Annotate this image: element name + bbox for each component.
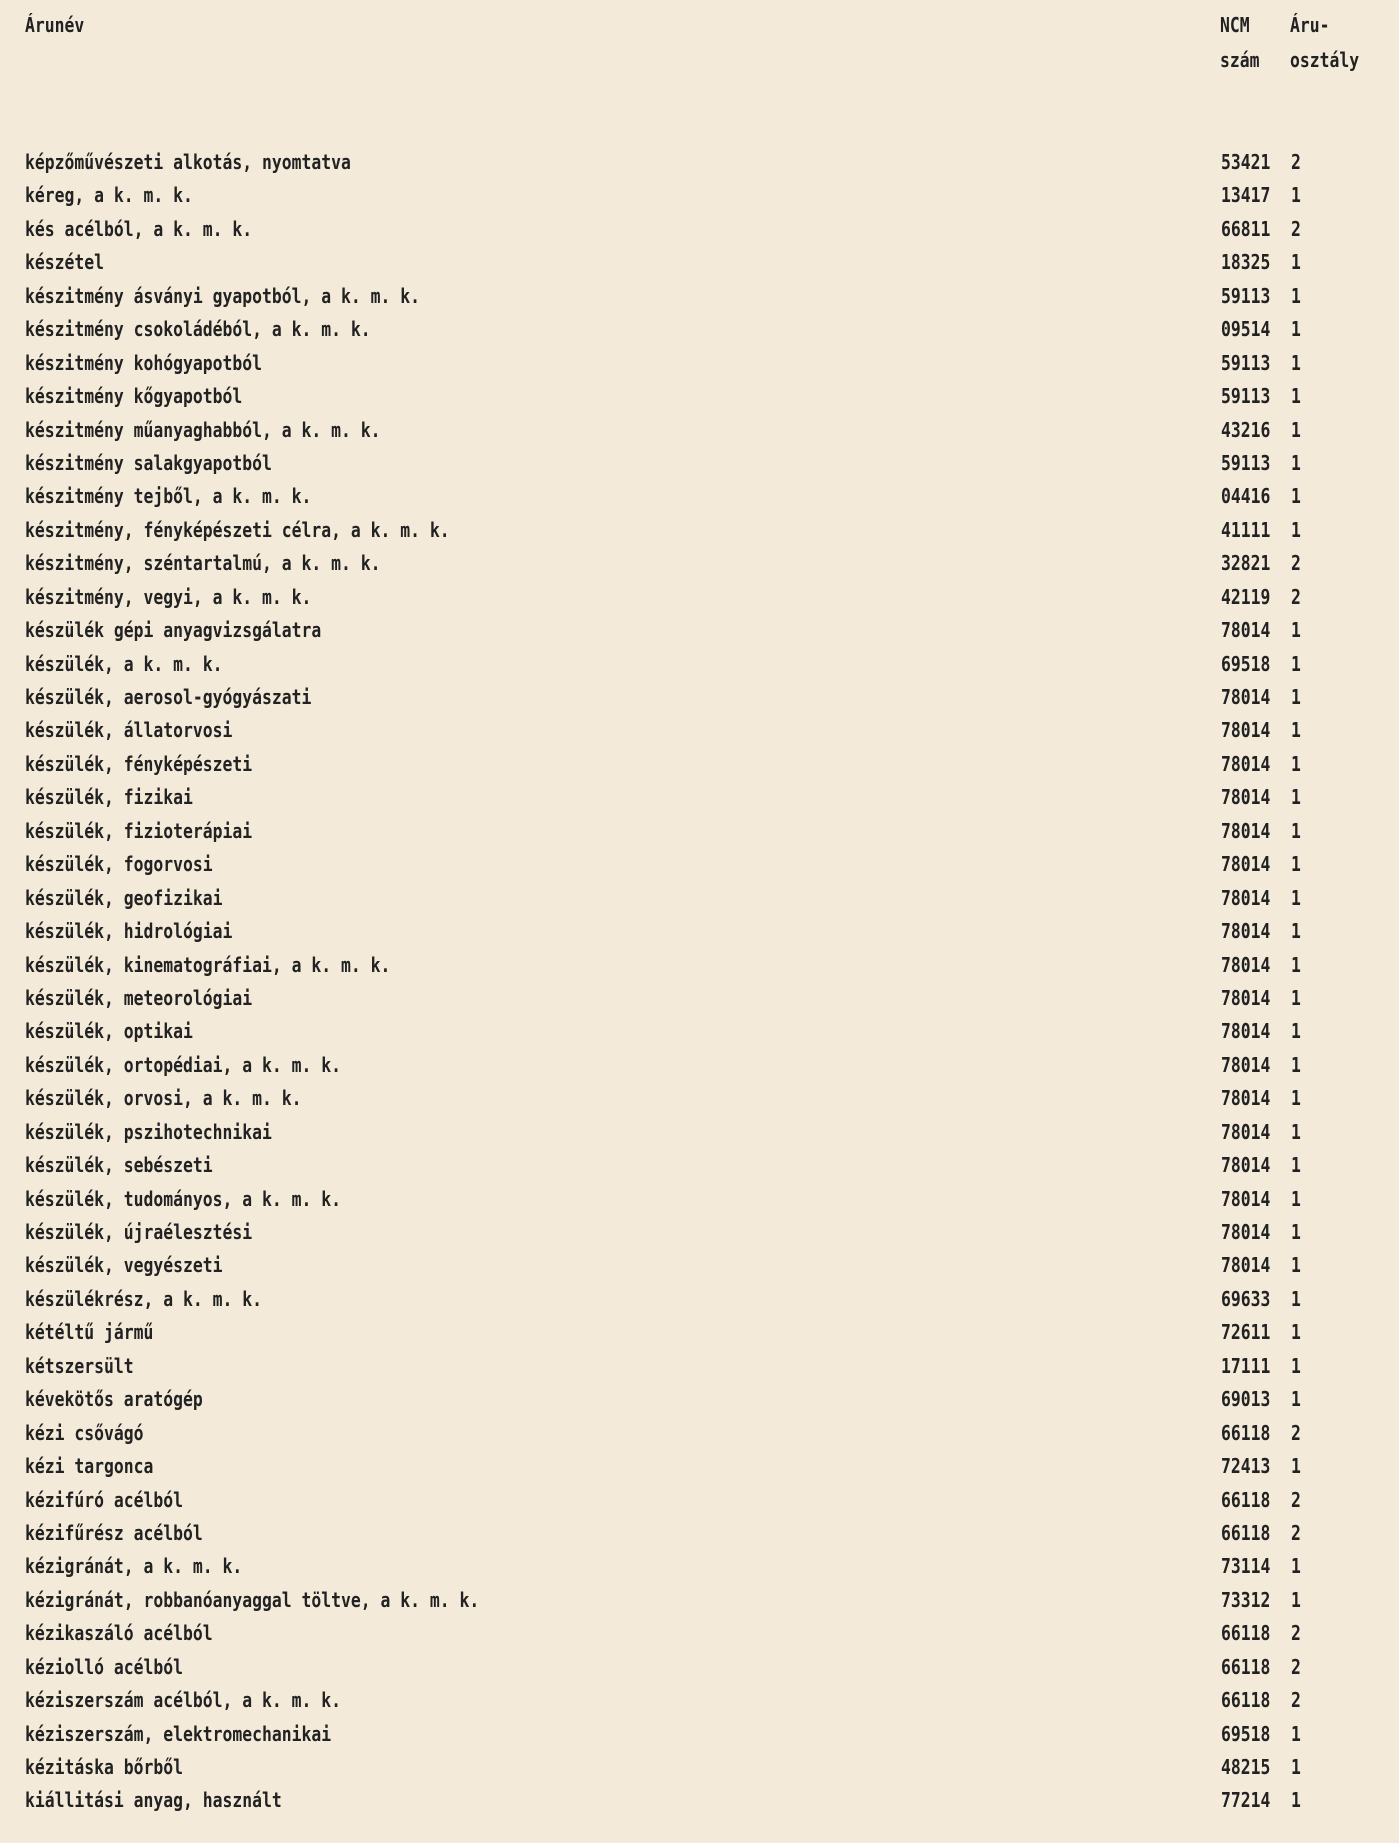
- column-header-ncm-line2: szám: [1220, 48, 1260, 72]
- product-class: 2: [1291, 1654, 1301, 1679]
- column-header-name: Árunév: [25, 13, 85, 37]
- product-class: 1: [1291, 384, 1301, 409]
- table-row: [0, 179, 1399, 212]
- table-row: [0, 1015, 1399, 1048]
- product-class: 1: [1291, 350, 1301, 375]
- product-name: készülék, állatorvosi: [25, 718, 233, 743]
- product-class: 1: [1291, 1454, 1301, 1479]
- ncm-number: 48215: [1221, 1755, 1271, 1779]
- product-class: 1: [1291, 183, 1301, 208]
- product-name: kétszersült: [25, 1353, 134, 1378]
- table-row: [0, 1316, 1399, 1349]
- ncm-number: 78014: [1221, 1153, 1271, 1178]
- product-name: készitmény, széntartalmú, a k. m. k.: [25, 551, 381, 576]
- table-row: [0, 949, 1399, 982]
- product-class: 1: [1291, 1153, 1301, 1178]
- product-class: 1: [1291, 1052, 1301, 1077]
- product-name: kézitáska bőrből: [25, 1755, 183, 1779]
- table-row: [0, 1751, 1399, 1784]
- ncm-number: 69518: [1221, 651, 1271, 676]
- table-row: [0, 1450, 1399, 1483]
- ncm-number: 78014: [1221, 1086, 1271, 1111]
- ncm-number: 59113: [1221, 283, 1271, 308]
- product-name: készülék, tudományos, a k. m. k.: [25, 1186, 341, 1211]
- ncm-number: 43216: [1221, 417, 1271, 442]
- product-class: 1: [1291, 818, 1301, 843]
- table-row: [0, 915, 1399, 948]
- product-class: 1: [1291, 517, 1301, 542]
- product-name: készitmény, vegyi, a k. m. k.: [25, 584, 312, 609]
- product-class: 1: [1291, 785, 1301, 810]
- product-class: 1: [1291, 1253, 1301, 1278]
- table-row: [0, 547, 1399, 580]
- table-row: [0, 480, 1399, 513]
- ncm-number: 41111: [1221, 517, 1271, 542]
- ncm-number: 77214: [1221, 1788, 1271, 1813]
- product-name: készitmény kőgyapotból: [25, 384, 243, 409]
- product-class: 1: [1291, 484, 1301, 509]
- ncm-number: 66811: [1221, 216, 1271, 241]
- product-class: 1: [1291, 1086, 1301, 1111]
- table-row: [0, 1784, 1399, 1817]
- product-name: kiállitási anyag, használt: [25, 1788, 282, 1813]
- product-class: 2: [1291, 150, 1301, 174]
- product-class: 1: [1291, 1587, 1301, 1612]
- product-class: 1: [1291, 952, 1301, 977]
- ncm-number: 78014: [1221, 1019, 1271, 1044]
- ncm-number: 04416: [1221, 484, 1271, 509]
- table-row: [0, 1484, 1399, 1517]
- product-class: 2: [1291, 1520, 1301, 1545]
- table-row: [0, 1383, 1399, 1416]
- table-row: [0, 1049, 1399, 1082]
- product-name: kéziszerszám, elektromechanikai: [25, 1721, 332, 1746]
- ncm-number: 66118: [1221, 1688, 1271, 1713]
- product-class: 1: [1291, 1721, 1301, 1746]
- table-row: [0, 1350, 1399, 1383]
- product-name: készitmény műanyaghabból, a k. m. k.: [25, 417, 381, 442]
- ncm-number: 78014: [1221, 1119, 1271, 1144]
- product-name: készitmény csokoládéból, a k. m. k.: [25, 317, 371, 342]
- table-row: [0, 246, 1399, 279]
- ncm-number: 53421: [1221, 150, 1271, 174]
- product-name: készitmény salakgyapotból: [25, 450, 272, 475]
- product-name: készülék, kinematográfiai, a k. m. k.: [25, 952, 391, 977]
- product-name: kéreg, a k. m. k.: [25, 183, 193, 208]
- ncm-number: 42119: [1221, 584, 1271, 609]
- table-row: [0, 714, 1399, 747]
- table-row: [0, 748, 1399, 781]
- table-row: [0, 1417, 1399, 1450]
- product-class: 1: [1291, 718, 1301, 743]
- ncm-number: 72611: [1221, 1320, 1271, 1345]
- product-class: 2: [1291, 1621, 1301, 1646]
- product-class: 2: [1291, 584, 1301, 609]
- table-row: [0, 514, 1399, 547]
- product-name: készülék, fizikai: [25, 785, 193, 810]
- product-name: készülék, meteorológiai: [25, 985, 253, 1010]
- ncm-number: 78014: [1221, 852, 1271, 877]
- product-class: 2: [1291, 1487, 1301, 1512]
- product-name: készülék, fizioterápiai: [25, 818, 253, 843]
- product-name: kéziolló acélból: [25, 1654, 183, 1679]
- ncm-number: 78014: [1221, 885, 1271, 910]
- table-row: [0, 1283, 1399, 1316]
- table-row: [0, 280, 1399, 313]
- product-name: készülék, sebészeti: [25, 1153, 213, 1178]
- ncm-number: 69518: [1221, 1721, 1271, 1746]
- table-row: [0, 414, 1399, 447]
- ncm-number: 66118: [1221, 1621, 1271, 1646]
- product-name: készülék, pszihotechnikai: [25, 1119, 272, 1144]
- ncm-number: 59113: [1221, 384, 1271, 409]
- ncm-number: 73114: [1221, 1554, 1271, 1579]
- product-class: 1: [1291, 651, 1301, 676]
- product-name: készitmény kohógyapotból: [25, 350, 262, 375]
- ncm-number: 73312: [1221, 1587, 1271, 1612]
- product-name: készülék, orvosi, a k. m. k.: [25, 1086, 302, 1111]
- product-class: 1: [1291, 1755, 1301, 1779]
- ncm-number: 69633: [1221, 1286, 1271, 1311]
- table-row: [0, 1550, 1399, 1583]
- table-row: [0, 1082, 1399, 1115]
- product-name: készitmény ásványi gyapotból, a k. m. k.: [25, 283, 420, 308]
- product-class: 1: [1291, 685, 1301, 709]
- table-row: [0, 1216, 1399, 1249]
- ncm-number: 78014: [1221, 751, 1271, 776]
- table-row: [0, 313, 1399, 346]
- product-list: [0, 146, 1399, 1818]
- ncm-number: 59113: [1221, 450, 1271, 475]
- ncm-number: 59113: [1221, 350, 1271, 375]
- product-class: 2: [1291, 1420, 1301, 1445]
- product-name: készülék, a k. m. k.: [25, 651, 223, 676]
- product-name: készitmény, fényképészeti célra, a k. m. k.: [25, 517, 450, 542]
- product-name: készülék, újraélesztési: [25, 1220, 253, 1244]
- table-row: [0, 347, 1399, 380]
- ncm-number: 78014: [1221, 985, 1271, 1010]
- table-row: [0, 1517, 1399, 1550]
- product-class: 1: [1291, 1019, 1301, 1044]
- table-row: [0, 1183, 1399, 1216]
- ncm-number: 72413: [1221, 1454, 1271, 1479]
- product-name: készülékrész, a k. m. k.: [25, 1286, 262, 1311]
- table-row: [0, 213, 1399, 246]
- product-name: kézikaszáló acélból: [25, 1621, 213, 1646]
- product-name: kézi csővágó: [25, 1420, 144, 1445]
- ncm-number: 78014: [1221, 818, 1271, 843]
- ncm-number: 78014: [1221, 718, 1271, 743]
- ncm-number: 78014: [1221, 618, 1271, 643]
- ncm-number: 13417: [1221, 183, 1271, 208]
- product-class: 1: [1291, 1387, 1301, 1412]
- table-row: [0, 1617, 1399, 1650]
- table-row: [0, 648, 1399, 681]
- product-class: 1: [1291, 852, 1301, 877]
- product-class: 1: [1291, 450, 1301, 475]
- table-row: [0, 681, 1399, 714]
- product-name: kétéltű jármű: [25, 1320, 154, 1345]
- product-class: 2: [1291, 216, 1301, 241]
- ncm-number: 78014: [1221, 1220, 1271, 1244]
- table-row: [0, 1718, 1399, 1751]
- ncm-number: 69013: [1221, 1387, 1271, 1412]
- product-name: képzőművészeti alkotás, nyomtatva: [25, 150, 351, 174]
- table-row: [0, 1249, 1399, 1282]
- ncm-number: 32821: [1221, 551, 1271, 576]
- ncm-number: 78014: [1221, 785, 1271, 810]
- product-name: készülék, aerosol-gyógyászati: [25, 685, 312, 709]
- product-name: kézi targonca: [25, 1454, 154, 1479]
- product-class: 1: [1291, 751, 1301, 776]
- ncm-number: 18325: [1221, 250, 1271, 275]
- product-class: 1: [1291, 1286, 1301, 1311]
- product-name: kézigránát, a k. m. k.: [25, 1554, 243, 1579]
- product-class: 2: [1291, 1688, 1301, 1713]
- product-class: 1: [1291, 1554, 1301, 1579]
- product-class: 1: [1291, 317, 1301, 342]
- table-row: [0, 581, 1399, 614]
- product-name: készülék, ortopédiai, a k. m. k.: [25, 1052, 341, 1077]
- column-header-class-line2: osztály: [1290, 48, 1360, 72]
- product-class: 1: [1291, 250, 1301, 275]
- table-row: [0, 146, 1399, 179]
- product-class: 1: [1291, 985, 1301, 1010]
- product-name: készétel: [25, 250, 104, 275]
- ncm-number: 66118: [1221, 1520, 1271, 1545]
- product-name: készülék, fogorvosi: [25, 852, 213, 877]
- product-name: kézifűrész acélból: [25, 1520, 203, 1545]
- product-name: kézifúró acélból: [25, 1487, 183, 1512]
- product-class: 2: [1291, 551, 1301, 576]
- product-name: készitmény tejből, a k. m. k.: [25, 484, 312, 509]
- table-row: [0, 815, 1399, 848]
- product-class: 1: [1291, 283, 1301, 308]
- product-class: 1: [1291, 618, 1301, 643]
- table-row: [0, 1584, 1399, 1617]
- ncm-number: 78014: [1221, 1253, 1271, 1278]
- product-name: kévekötős aratógép: [25, 1387, 203, 1412]
- product-name: kés acélból, a k. m. k.: [25, 216, 253, 241]
- table-row: [0, 781, 1399, 814]
- table-row: [0, 1651, 1399, 1684]
- table-row: [0, 882, 1399, 915]
- product-name: készülék gépi anyagvizsgálatra: [25, 618, 322, 643]
- table-row: [0, 1116, 1399, 1149]
- product-class: 1: [1291, 1220, 1301, 1244]
- ncm-number: 78014: [1221, 685, 1271, 709]
- product-class: 1: [1291, 417, 1301, 442]
- table-row: [0, 1684, 1399, 1717]
- ncm-number: 78014: [1221, 1186, 1271, 1211]
- product-class: 1: [1291, 919, 1301, 944]
- product-name: kéziszerszám acélból, a k. m. k.: [25, 1688, 341, 1713]
- ncm-number: 78014: [1221, 919, 1271, 944]
- table-row: [0, 380, 1399, 413]
- column-header-ncm: NCM: [1220, 13, 1250, 37]
- product-class: 1: [1291, 1353, 1301, 1378]
- product-name: kézigránát, robbanóanyaggal töltve, a k. m. k.: [25, 1587, 480, 1612]
- product-name: készülék, vegyészeti: [25, 1253, 223, 1278]
- table-row: [0, 447, 1399, 480]
- product-name: készülék, optikai: [25, 1019, 193, 1044]
- ncm-number: 17111: [1221, 1353, 1271, 1378]
- table-row: [0, 982, 1399, 1015]
- table-row: [0, 848, 1399, 881]
- ncm-number: 09514: [1221, 317, 1271, 342]
- product-name: készülék, hidrológiai: [25, 919, 233, 944]
- product-name: készülék, geofizikai: [25, 885, 223, 910]
- product-class: 1: [1291, 1186, 1301, 1211]
- product-class: 1: [1291, 1119, 1301, 1144]
- product-class: 1: [1291, 1788, 1301, 1813]
- ncm-number: 78014: [1221, 952, 1271, 977]
- column-header-class: Áru-: [1290, 13, 1330, 37]
- product-class: 1: [1291, 885, 1301, 910]
- ncm-number: 78014: [1221, 1052, 1271, 1077]
- ncm-number: 66118: [1221, 1654, 1271, 1679]
- ncm-number: 66118: [1221, 1487, 1271, 1512]
- product-class: 1: [1291, 1320, 1301, 1345]
- product-name: készülék, fényképészeti: [25, 751, 253, 776]
- table-row: [0, 1149, 1399, 1182]
- table-row: [0, 614, 1399, 647]
- ncm-number: 66118: [1221, 1420, 1271, 1445]
